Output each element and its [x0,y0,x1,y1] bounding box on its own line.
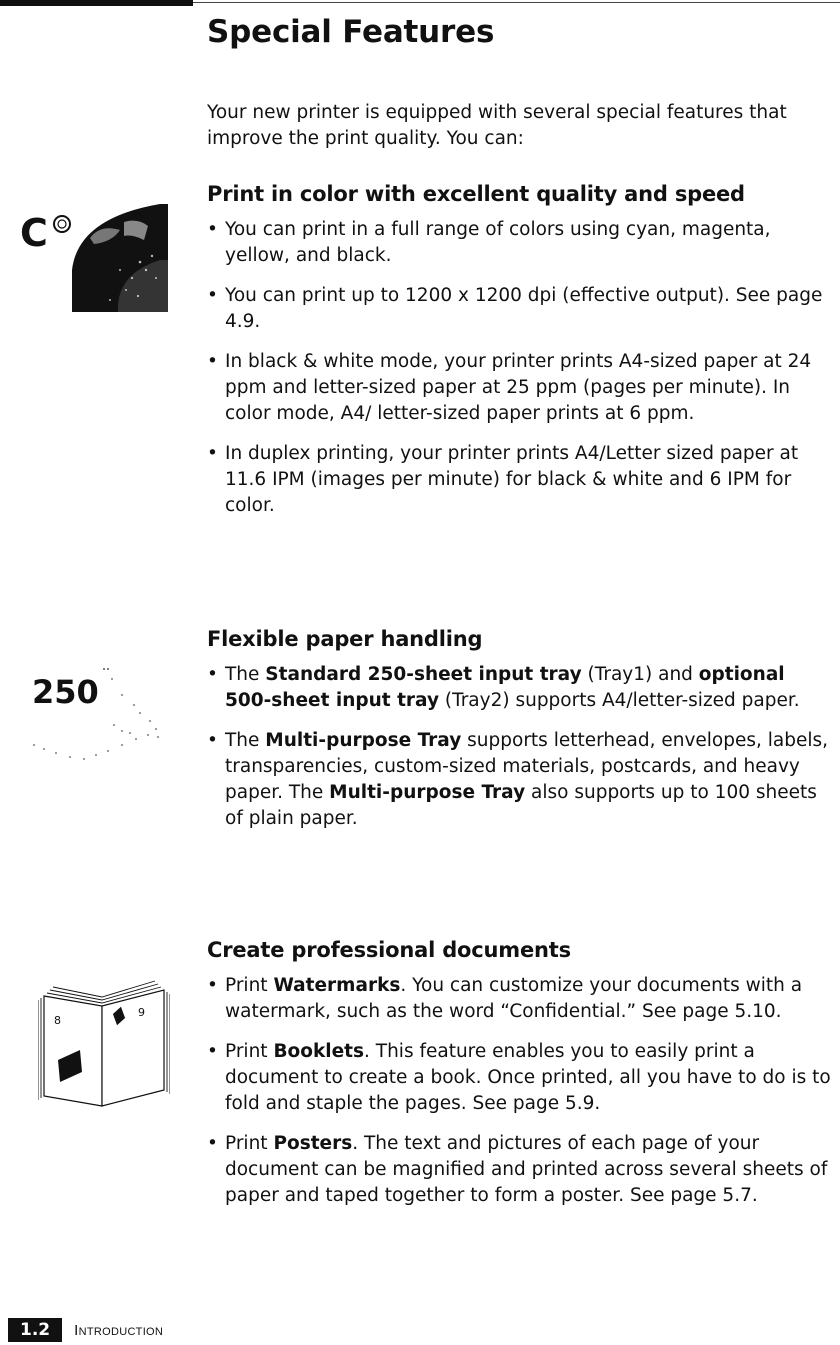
list-item: • You can print up to 1200 x 1200 dpi (effective output). See page 4.9. [207,283,837,335]
color-icon-letter: C [20,211,48,255]
paper-icon-number: 250 [32,673,99,711]
bullet-list [207,973,837,1209]
booklet-icon [38,980,170,1108]
page-number: 1.2 [8,1318,62,1342]
header-rule [193,2,840,3]
section-heading: Create professional documents [207,938,571,962]
list-item: • The Standard 250-sheet input tray (Tray1) and optional 500-sheet input tray (Tray2) supports A4/letter-sized paper. [207,662,837,714]
list-item: • In duplex printing, your printer prints A4/Letter sized paper at 11.6 IPM (images per minute) for black & white and 6 IPM for color. [207,441,837,519]
booklet-left-page-number: 8 [54,1014,61,1027]
section-paper-handling [207,624,837,846]
section-heading: Print in color with excellent quality and speed [207,182,745,206]
list-item: • Print Watermarks. You can customize your documents with a watermark, such as the word “Confidential.” See page 5.10. [207,973,837,1025]
booklet-right-page-number: 9 [138,1006,145,1019]
section-professional-documents [207,935,837,1223]
page-title: Special Features [207,14,495,50]
page-footer [8,1318,163,1342]
header-bar [0,0,193,6]
color-print-icon [20,200,168,312]
list-item: • Print Booklets. This feature enables you to easily print a document to create a book. Once printed, all you have to do is to fold and staple the pages. See page 5.9. [207,1039,837,1117]
bullet-list [207,662,837,832]
list-item: • In black & white mode, your printer prints A4-sized paper at 24 ppm and letter-sized paper at 25 ppm (pages per minute). In color mode, A4/ letter-sized paper prints at 6 ppm. [207,349,837,427]
list-item: • You can print in a full range of colors using cyan, magenta, yellow, and black. [207,217,837,269]
paper-stack-icon [30,665,170,785]
list-item: • Print Posters. The text and pictures of each page of your document can be magnified and printed across several sheets of paper and taped together to form a poster. See page 5.7. [207,1131,837,1209]
section-color-printing [207,179,837,533]
bullet-list [207,217,837,519]
chapter-label: Introduction [74,1321,164,1339]
intro-paragraph: Your new printer is equipped with several special features that improve the print quality. You can: [207,102,787,149]
section-heading: Flexible paper handling [207,627,483,651]
list-item: • The Multi-purpose Tray supports letterhead, envelopes, labels, transparencies, custom-sized materials, postcards, and heavy paper. The Multi-purpose Tray also supports up to 100 sheets of plain paper. [207,728,837,832]
